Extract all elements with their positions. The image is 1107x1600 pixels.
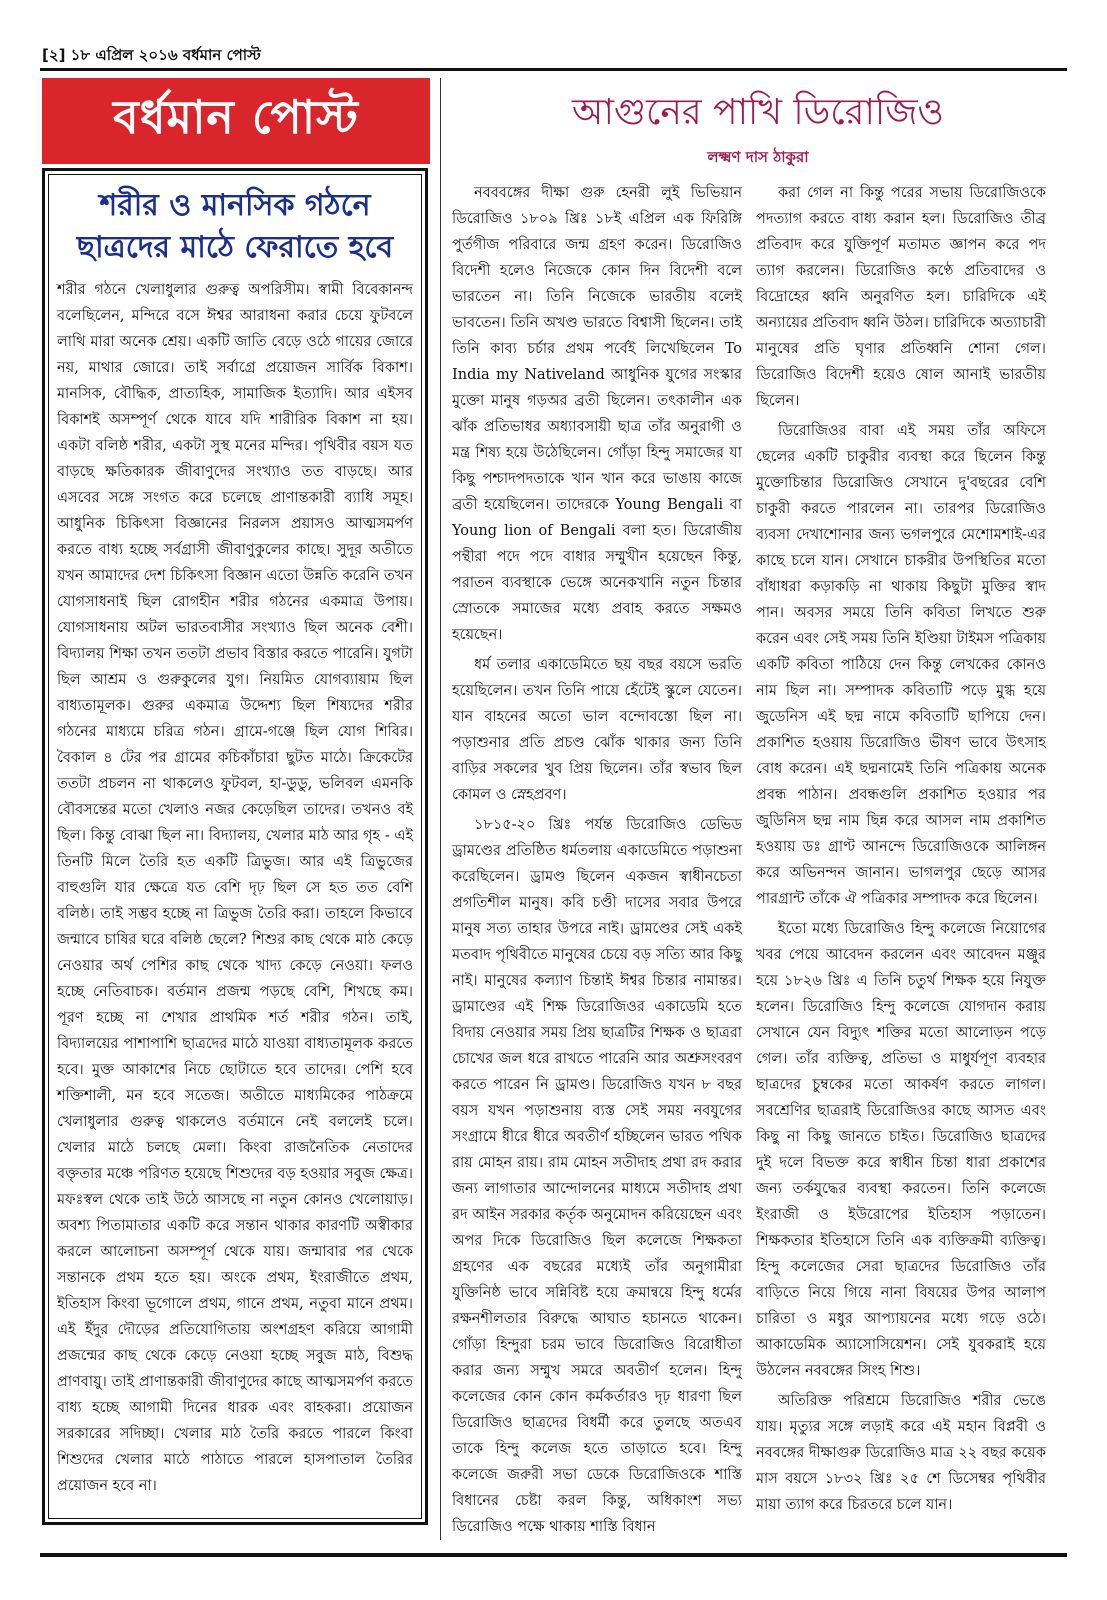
paragraph: ১৮১৫-২০ খ্রিঃ পর্যন্ত ডিরোজিও ডেভিড ড্রামণ্ডের প্রতিষ্ঠিত ধর্মতলায় একাডেমিতে পড়াশুনা করেছিলেন। ড্রামণ্ড ছিলেন একজন স্বাধীনচেতা প্রগতিশীল মানুষ। কবি চণ্ডী দাসের সবার উপরে মানুষ সত্য তাহার উপরে নাই। ড্রামণ্ডের সেই একই মতবাদ পৃথিবীতে মানুষের চেয়ে বড় সত্যি আর কিছু নাই। মানুষের কল্যাণ চিন্তাই ঈশ্বর চিন্তার নামান্তর। ড্রামাণ্ডের এই শিক্ষ ডিরোজিওর একাডেমি হতে বিদায় নেওয়ার সময় প্রিয় ছাত্রটির শিক্ষক ও ছাত্ররা চোখের জল ধরে রাখতে পারেনি আর অশ্রুসংবরণ করতে পারেন নি ড্রামণ্ড। ডিরোজিও যখন ৮ বছর বয়স যখন পড়াশুনায় ব্যস্ত সেই সময় নবযুগের সংগ্রামে ধীরে ধীরে অবতীর্ণ হচ্ছিলেন ভারত পথিক রায় মোহন রায়। রাম মোহন সতীদাহ প্রথা রদ করার জন্য লাগাতার আন্দোলনের মাধ্যমে সতীদাহ প্রথা রদ আইন সরকার কর্তৃক অনুমোদন করিয়েছেন এবং অপর দিকে ডিরোজিও ছিল কলেজে শিক্ষকতা গ্রহণের এক বছরের মধ্যেই তাঁর অনুগামীরা যুক্তিনিষ্ঠ ভাবে সন্নিবিষ্ট হয়ে ক্রমান্বয়ে হিন্দু ধর্মের রক্ষনশীলতার বিরুদ্ধে আঘাত হচানতে থাকেন। গোঁড়া হিন্দুরা চরম ভাবে ডিরোজিও বিরোধীতা করার জন্য সম্মুখ সমরে অবতীর্ণ হলেন। হিন্দু কলেজের কোন কোন কর্মকর্তারও দৃঢ় ধারণা ছিল ডিরোজিও ছাত্রদের বিধর্মী করে তুলছে অতএব তাকে হিন্দু কলেজ হতে তাড়াতে হবে। হিন্দু কলেজে জরুরী সভা ডেকে ডিরোজিওকে শাস্তি বিধানের চেষ্টা করল কিন্তু, অধিকাংশ সভ্য ডিরোজিও পক্ষে থাকায় শাস্তি বিধান <box>452 817 742 1535</box>
left-article-box <box>42 168 428 1525</box>
left-article-inner <box>48 174 422 1519</box>
right-article-column-1 <box>452 180 742 1535</box>
left-headline <box>57 185 413 269</box>
page-header: [২] ১৮ এপ্রিল ২০১৬ বর্ধমান পোস্ট <box>42 46 261 64</box>
right-article-title: আগুনের পাখি ডিরোজিও <box>572 92 944 133</box>
column-divider <box>440 78 441 1540</box>
top-rule <box>40 68 1067 71</box>
paragraph: ডিরোজিওর বাবা এই সময় তাঁর অফিসে ছেলের একটি চাকুরীর ব্যবস্থা করে ছিলেন কিন্তু মুক্তোচিন্তার ডিরোজিও সেখানে দু'বছরের বেশি চাকুরী করতে পারলেন না। তারপর ডিরোজিও ব্যবসা দেখাশোনার জন্য ভগলপুরে মেশোমশাই-এর কাছে চলে যান। সেখানে চাকরীর উপস্থিতির মতো বাঁধাধরা কড়াকড়ি না থাকায় কিছুটা মুক্তির স্বাদ পান। অবসর সময়ে তিনি কবিতা লিখতে শুরু করেন এবং সেই সময় তিনি ইণ্ডিয়া টাইমস পত্রিকায় একটি কবিতা পাঠিয়ে দেন কিন্তু লেখকের কোনও নাম ছিল না। সম্পাদক কবিতাটি পড়ে মুগ্ধ হয়ে জুডেনিস এই ছদ্ম নামে কবিতাটি ছাপিয়ে দেন। প্রকাশিত হওয়ায় ডিরোজিও ভীষণ ভাবে উৎসাহ বোধ করেন। এই ছদ্মনামেই তিনি পত্রিকায় অনেক প্রবন্ধ পাঠান। প্রবন্ধগুলি প্রকাশিত হওয়ার পর জুডিনিস ছদ্ম নাম ছিন্ন করে আসল নাম প্রকাশিত হওয়ায় ডঃ গ্রাণ্ট আনন্দে ডিরোজিওকে আলিঙ্গন করে অভিনন্দন জানান। ভাগলপুর ছেড়ে আসর পারগ্রান্ট তাঁকে ঐ পত্রিকার সম্পাদক করে ছিলেন। <box>756 423 1046 907</box>
paragraph: অতিরিক্ত পরিশ্রমে ডিরোজিও শরীর ভেঙে যায়। মৃত্যুর সঙ্গে লড়াই করে এই মহান বিপ্লবী ও নববঙ্গের দীক্ষাগুরু ডিরোজিও মাত্র ২২ বছর কয়েক মাস বয়সে ১৮৩২ খ্রিঃ ২৫ শে ডিসেম্বর পৃথিবীর মায়া ত্যাগ করে চিরতরে চলে যান। <box>756 1393 1046 1513</box>
paragraph: করা গেল না কিন্তু পরের সভায় ডিরোজিওকে পদত্যাগ করতে বাধ্য করান হল। ডিরোজিও তীব্র প্রতিবাদ করে যুক্তিপূর্ণ মতামত জ্ঞাপন করে পদ ত্যাগ করলেন। ডিরোজিও কণ্ঠে প্রতিবাদের ও বিদ্রোহের ধ্বনি অনুরণিত হল। চারিদিকে এই অন্যায়ের প্রতিবাদ ধ্বনি উঠল। চারিদিকে অত্যাচারী মানুষের প্রতি ঘৃণার প্রতিধ্বনি শোনা গেল। ডিরোজিও বিদেশী হয়েও ষোল আনাই ভারতীয় ছিলেন। <box>756 185 1046 409</box>
paragraph: ধর্ম তলার একাডেমিতে ছয় বছর বয়সে ভরতি হয়েছিলেন। তখন তিনি পায়ে হেঁটেই স্কুলে যেতেন। যান বাহনের অতো ভাল বন্দোবস্তো ছিল না। পড়াশুনার প্রতি প্রচণ্ড ঝোঁক থাকার জন্য তিনি বাড়ির সকলের খুব প্রিয় ছিলেন। তাঁর স্বভাব ছিল কোমল ও স্নেহপ্রবণ। <box>452 657 742 803</box>
left-article-body: শরীর গঠনে খেলাধুলার গুরুত্ব অপরিসীম। স্বামী বিবেকানন্দ বলেছিলেন, মন্দিরে বসে ঈশ্বর আরাধনা করার চেয়ে ফুটবলে লাথি মারা অনেক শ্রেয়। একটি জাতি বেড়ে ওঠে গায়ের জোরে নয়, মাথার জোরে। তাই সর্বাগ্রে প্রয়োজন সার্বিক বিকাশ। মানসিক, বৌদ্ধিক, প্রাত্যহিক, সামাজিক ইত্যাদি। আর এইসব বিকাশই অসম্পূর্ণ থেকে যাবে যদি শারীরিক বিকাশ না হয়। একটা বলিষ্ঠ শরীর, একটা সুস্থ মনের মন্দির। পৃথিবীর বয়স যত বাড়ছে ক্ষতিকারক জীবাণুদের সংখ্যাও তত বাড়ছে। আর এসবের সঙ্গে সংগত করে চলেছে প্রাণান্তকারী ব্যাধি সমূহ। আধুনিক চিকিৎসা বিজ্ঞানের নিরলস প্রয়াসও আত্মসমর্পণ করতে বাধ্য হচ্ছে সর্বগ্রাসী জীবাণুকুলের কাছে। সুদূর অতীতে যখন আমাদের দেশ চিকিৎসা বিজ্ঞান এতো উন্নতি করেনি তখন যোগসাধনাই ছিল রোগহীন শরীর গঠনের একমাত্র উপায়। যোগসাধনায় অটল ভারতবাসীর সংখ্যাও ছিল অনেক বেশী। বিদ্যালয় শিক্ষা তখন ততটা প্রভাব বিস্তার করতে পারেনি। যুগটা ছিল আশ্রম ও গুরুকুলের যুগ। নিয়মিত যোগব্যায়াম ছিল বাধ্যতামূলক। গুরুর একমাত্র উদ্দেশ্য ছিল শিষ্যদের শরীর গঠনের মাধ্যমে চরিত্র গঠন। গ্রামে-গঞ্জে ছিল যোগ শিবির। বৈকাল ৪ টের পর গ্রামের কচিকাঁচারা ছুটত মাঠে। ক্রিকেটের ততটা প্রচলন না থাকলেও ফুটবল, হা-ডুডু, ভলিবল এমনকি বৌবসন্তের মতো খেলাও নজর কেড়েছিল তাদের। তখনও বই ছিল। কিন্তু বোঝা ছিল না। বিদ্যালয়, খেলার মাঠ আর গৃহ - এই তিনটি মিলে তৈরি হত একটি ত্রিভুজ। আর এই ত্রিভুজের বাহুগুলি যার ক্ষেত্রে যত বেশি দৃঢ় ছিল সে হত তত বেশি বলিষ্ঠ। তাই সম্ভব হচ্ছে না ত্রিভুজ তৈরি করা। তাহলে কিভাবে জন্মাবে চাষির ঘরে বলিষ্ঠ ছেলে? শিশুর কাছ থেকে মাঠ কেড়ে নেওয়ার অর্থ পেশির কাছ থেকে খাদ্য কেড়ে নেওয়া। ফলও হচ্ছে নেতিবাচক। বর্তমান প্রজন্ম পড়ছে বেশি, শিখছে কম। পূরণ হচ্ছে না শেখার প্রাথমিক শর্ত শরীর গঠন। তাই, বিদ্যালয়ের পাশাপাশি ছাত্রদের মাঠে যাওয়া বাধ্যতামূলক করতে হবে। মুক্ত আকাশের নিচে ছোটাতে হবে তাদের। পেশি হবে শক্তিশালী, মন হবে সতেজ। অতীতে মাধ্যমিকের পাঠক্রমে খেলাধুলার গুরুত্ব থাকলেও বর্তমানে নেই বললেই চলে। খেলার মাঠে চলছে মেলা। কিংবা রাজনৈতিক নেতাদের বক্তৃতার মঞ্চে পরিণত হয়েছে শিশুদের বড় হওয়ার সবুজ ক্ষেত্র। মফঃস্বল থেকে তাই উঠে আসছে না নতুন কোনও খেলোয়াড়। অবশ্য পিতামাতার একটি করে সন্তান থাকার কারণটি অস্বীকার করলে আলোচনা অসম্পূর্ণ থেকে যায়। জন্মাবার পর থেকে সন্তানকে প্রথম হতে হয়। অংকে প্রথম, ইংরাজীতে প্রথম, ইতিহাস কিংবা ভূগোলে প্রথম, গানে প্রথম, নতুবা মানে প্রথম। এই ইঁদুর দৌড়ের প্রতিযোগিতায় অংশগ্রহণ করিয়ে আগামী প্রজন্মের কাছ থেকে কেড়ে নেওয়া হচ্ছে সবুজ মাঠ, বিশুদ্ধ প্রাণবায়ু। তাই প্রাণান্তকারী জীবাণুদের কাছে আত্মসমর্পণ করতে বাধ্য হচ্ছে আগামী দিনের ধারক এবং বাহকরা। প্রয়োজন সরকারের সদিচ্ছা। খেলার মাঠ তৈরি করতে পারলে কিংবা শিশুদের খেলার মাঠে পাঠাতে পারলে হাসপাতাল তৈরির প্রয়োজন হবে না। <box>57 282 413 1494</box>
left-headline-line2: ছাত্রদের মাঠে ফেরাতে হবে <box>76 230 394 265</box>
paragraph: ইতো মধ্যে ডিরোজিও হিন্দু কলেজে নিয়োগের খবর পেয়ে আবেদন করলেন এবং আবেদন মঞ্জুর হয়ে ১৮২৬ খ্রিঃ এ তিনি চতুর্থ শিক্ষক হয়ে নিযুক্ত হলেন। ডিরোজিও হিন্দু কলেজে যোগদান করায় সেখানে যেন বিদ্যুৎ শক্তির মতো আলোড়ন পড়ে গেল। তাঁর ব্যক্তিত্ব, প্রতিভা ও মাধুর্যপূণ ব্যবহার ছাত্রদের চুম্বকের মতো আকর্ষণ করতে লাগল। সবশ্রেণির ছাত্ররাই ডিরোজিওর কাছে আসত এবং কিছু না কিছু জানতে চাইত। ডিরোজিও ছাত্রদের দুই দলে বিভক্ত করে স্বাধীন চিন্তা ধারা প্রকাশের জন্য তর্কযুদ্ধের ব্যবস্থা করতেন। তিনি কলেজে ইংরাজী ও ইউরোপের ইতিহাস পড়াতেন। শিক্ষকতার ইতিহাসে তিনি এক ব্যক্তিক্রমী ব্যক্তিত্ব। হিন্দু কলেজের সেরা ছাত্রদের ডিরোজিও তাঁর বাড়িতে নিয়ে গিয়ে নানা বিষয়ের উপর আলাপ চারিতা ও মধুর আপ্যায়নের মধ্যে গড়ে ওঠে। আকাডেমিক অ্যাসোসিয়েশন। সেই যুবকরাই হয়ে উঠলেন নববঙ্গের সিংহ শিশু। <box>756 921 1046 1379</box>
masthead-logo: বর্ধমান পোস্ট <box>42 78 430 164</box>
paragraph: নবববঙ্গের দীক্ষা গুরু হেনরী লুই ভিভিয়ান ডিরোজিও ১৮০৯ খ্রিঃ ১৮ই এপ্রিল এক ফিরিঙ্গি পুর্তগীজ পরিবারে জন্ম গ্রহণ করেন। ডিরোজিও বিদেশী হলেও নিজেকে কোন দিন বিদেশী বলে ভারতেন না। তিনি নিজেকে ভারতীয় বলেই ভাবতেন। তিনি অখণ্ড ভারতে বিশ্বাসী ছিলেন। তাই তিনি কাব্য চর্চার প্রথম পর্বেই লিখেছিলেন To India my Nativeland আধুনিক যুগের সংস্কার মুক্তো মানুষ গড়অর ব্রতী ছিলেন। তৎকালীন এক ঝাঁক প্রতিভাধর অধ্যাবসায়ী ছাত্র তাঁর অনুরাগী ও মন্ত্র শিষ্য হয়ে উঠেছিলেন। গোঁড়া হিন্দু সমাজের যা কিছু পশ্চাদপদতাকে খান খান করে ভাঙায় কাজে ব্রতী হয়েছিলেন। তাদেরকে Young Bengali বা Young lion of Bengali বলা হত। ডিরোজীয় পন্থীরা পদে পদে বাধার সম্মুখীন হয়েছেন কিন্তু, পরাতন ব্যবস্থাকে ভেঙ্গে অনেকখানি নতুন চিন্তার স্রোতকে সমাজের মধ্যে প্রবাহ করতে সক্ষমও হয়েছেন। <box>452 185 742 643</box>
left-headline-line1: শরীর ও মানসিক গঠনে <box>99 188 371 223</box>
right-article-column-2 <box>756 180 1046 1525</box>
bottom-rule <box>40 1553 1067 1557</box>
right-article-byline: লক্ষ্মণ দাস ঠাকুরা <box>707 148 809 166</box>
